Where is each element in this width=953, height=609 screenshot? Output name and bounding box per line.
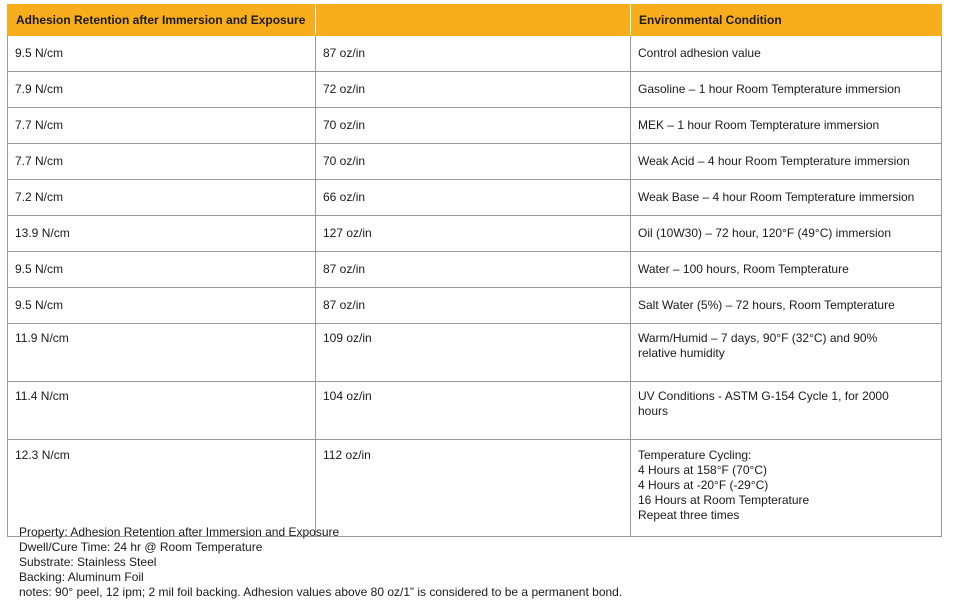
cell-condition: Temperature Cycling: 4 Hours at 158°F (70°C) 4 Hours at -20°F (-29°C) 16 Hours at Room Tempterature Repeat three times (631, 440, 942, 537)
cell-condition: Gasoline – 1 hour Room Tempterature immersion (631, 72, 942, 108)
cell-oz-per-in: 70 oz/in (316, 108, 631, 144)
header-blank (316, 5, 631, 36)
cell-n-per-cm: 9.5 N/cm (8, 252, 316, 288)
table-row (8, 216, 942, 252)
table-row (8, 180, 942, 216)
cell-condition: Water – 100 hours, Room Tempterature (631, 252, 942, 288)
header-adhesion-retention: Adhesion Retention after Immersion and Exposure (8, 5, 316, 36)
cell-oz-per-in: 127 oz/in (316, 216, 631, 252)
cell-oz-per-in: 66 oz/in (316, 180, 631, 216)
note-property: Property: Adhesion Retention after Immersion and Exposure (19, 525, 340, 539)
cell-oz-per-in: 87 oz/in (316, 288, 631, 324)
cell-condition: Weak Acid – 4 hour Room Tempterature immersion (631, 144, 942, 180)
table-row (8, 36, 942, 72)
test-notes (19, 525, 622, 600)
cell-n-per-cm: 7.7 N/cm (8, 108, 316, 144)
cell-n-per-cm: 11.4 N/cm (8, 382, 316, 440)
cell-n-per-cm: 11.9 N/cm (8, 324, 316, 382)
adhesion-table-container (7, 4, 941, 537)
cell-condition: Salt Water (5%) – 72 hours, Room Tempterature (631, 288, 942, 324)
table-row (8, 252, 942, 288)
cell-n-per-cm: 7.2 N/cm (8, 180, 316, 216)
note-test-notes: notes: 90° peel, 12 ipm; 2 mil foil backing. Adhesion values above 80 oz/1” is considered to be a permanent bond. (19, 585, 623, 599)
cell-n-per-cm: 7.7 N/cm (8, 144, 316, 180)
cell-n-per-cm: 9.5 N/cm (8, 36, 316, 72)
cell-oz-per-in: 87 oz/in (316, 36, 631, 72)
note-dwell-cure-time: Dwell/Cure Time: 24 hr @ Room Temperature (19, 540, 263, 554)
table-row (8, 108, 942, 144)
table-row (8, 324, 942, 382)
cell-n-per-cm: 9.5 N/cm (8, 288, 316, 324)
cell-condition: Control adhesion value (631, 36, 942, 72)
table-row (8, 72, 942, 108)
cell-oz-per-in: 70 oz/in (316, 144, 631, 180)
cell-oz-per-in: 109 oz/in (316, 324, 631, 382)
cell-condition: Weak Base – 4 hour Room Tempterature immersion (631, 180, 942, 216)
cell-oz-per-in: 87 oz/in (316, 252, 631, 288)
cell-condition: Oil (10W30) – 72 hour, 120°F (49°C) immersion (631, 216, 942, 252)
table-row (8, 144, 942, 180)
note-backing: Backing: Aluminum Foil (19, 570, 144, 584)
table-header-row (8, 5, 942, 36)
adhesion-retention-table (7, 4, 942, 537)
note-substrate: Substrate: Stainless Steel (19, 555, 157, 569)
cell-n-per-cm: 13.9 N/cm (8, 216, 316, 252)
cell-n-per-cm: 12.3 N/cm (8, 440, 316, 537)
cell-oz-per-in: 112 oz/in (316, 440, 631, 537)
cell-oz-per-in: 104 oz/in (316, 382, 631, 440)
table-row (8, 382, 942, 440)
cell-oz-per-in: 72 oz/in (316, 72, 631, 108)
cell-condition: Warm/Humid – 7 days, 90°F (32°C) and 90% relative humidity (631, 324, 942, 382)
cell-n-per-cm: 7.9 N/cm (8, 72, 316, 108)
table-row (8, 288, 942, 324)
header-environmental-condition: Environmental Condition (631, 5, 942, 36)
cell-condition: MEK – 1 hour Room Tempterature immersion (631, 108, 942, 144)
cell-condition: UV Conditions - ASTM G-154 Cycle 1, for 2000 hours (631, 382, 942, 440)
table-row (8, 440, 942, 537)
